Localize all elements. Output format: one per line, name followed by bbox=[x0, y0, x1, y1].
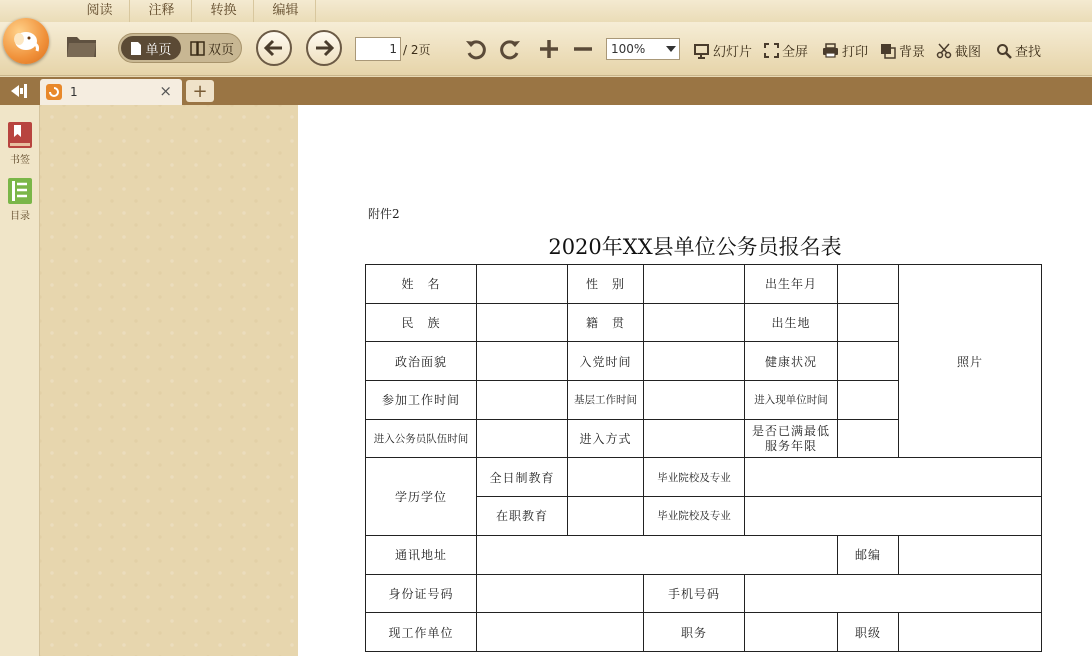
rotate-left-button[interactable] bbox=[464, 37, 488, 61]
table-row bbox=[366, 574, 1042, 613]
value-ethnic bbox=[477, 303, 568, 342]
plus-icon bbox=[538, 38, 560, 60]
label-name: 姓 名 bbox=[366, 265, 477, 304]
label-education: 学历学位 bbox=[366, 458, 477, 535]
label-address: 通讯地址 bbox=[366, 535, 477, 574]
label-gender: 性 别 bbox=[568, 265, 644, 304]
registration-form-table bbox=[365, 264, 1042, 652]
single-page-label: 单页 bbox=[145, 42, 172, 58]
label-mobile: 手机号码 bbox=[644, 574, 745, 613]
projector-icon bbox=[694, 43, 710, 59]
prev-page-button[interactable] bbox=[256, 30, 292, 66]
label-native: 籍 贯 bbox=[568, 303, 644, 342]
label-post: 职务 bbox=[644, 613, 745, 652]
rotate-right-button[interactable] bbox=[498, 37, 522, 61]
menu-bar bbox=[0, 0, 1092, 22]
attachment-label: 附件2 bbox=[368, 207, 400, 221]
bookmark-icon bbox=[7, 121, 33, 149]
single-page-button[interactable] bbox=[121, 36, 181, 60]
value-political bbox=[477, 342, 568, 381]
value-postcode bbox=[899, 535, 1042, 574]
zoom-select[interactable] bbox=[606, 38, 680, 60]
label-rank: 职级 bbox=[838, 613, 899, 652]
value-health bbox=[838, 342, 899, 381]
chevron-down-icon bbox=[666, 46, 676, 52]
find-label: 查找 bbox=[1015, 45, 1042, 60]
fullscreen-icon bbox=[764, 43, 779, 58]
value-id-number bbox=[477, 574, 644, 613]
value-civil-date bbox=[477, 419, 568, 458]
background-icon bbox=[880, 43, 896, 59]
arrow-left-icon bbox=[263, 37, 285, 59]
label-inservice: 在职教育 bbox=[477, 497, 568, 536]
photo-cell: 照片 bbox=[899, 265, 1042, 458]
fullscreen-label: 全屏 bbox=[782, 45, 809, 60]
value-mobile bbox=[745, 574, 1042, 613]
label-work-start: 参加工作时间 bbox=[366, 381, 477, 420]
value-current-unit bbox=[477, 613, 644, 652]
collapse-sidebar-button[interactable] bbox=[0, 77, 38, 105]
label-grassroots: 基层工作时间 bbox=[568, 381, 644, 420]
folder-icon bbox=[66, 33, 98, 59]
label-school-inservice: 毕业院校及专业 bbox=[644, 497, 745, 536]
search-icon bbox=[996, 43, 1012, 59]
toc-panel-button[interactable] bbox=[0, 177, 40, 222]
page-icon bbox=[130, 41, 142, 56]
value-entry-method bbox=[644, 419, 745, 458]
value-address bbox=[477, 535, 838, 574]
double-page-button[interactable] bbox=[183, 36, 241, 60]
page-total-label: / 2页 bbox=[403, 43, 431, 57]
app-logo[interactable] bbox=[3, 18, 49, 64]
label-party-date: 入党时间 bbox=[568, 342, 644, 381]
minus-icon bbox=[572, 38, 594, 60]
find-button[interactable] bbox=[996, 41, 1041, 60]
label-postcode: 邮编 bbox=[838, 535, 899, 574]
form-title: 2020年XX县单位公务员报名表 bbox=[548, 235, 842, 259]
label-birth: 出生年月 bbox=[745, 265, 838, 304]
menu-tab-annotate[interactable]: 注释 bbox=[132, 0, 192, 22]
value-post bbox=[745, 613, 838, 652]
close-tab-icon[interactable]: × bbox=[159, 82, 172, 100]
printer-icon bbox=[822, 43, 839, 58]
value-school-fulltime bbox=[745, 458, 1042, 497]
view-mode-toggle bbox=[118, 33, 242, 63]
value-fulltime bbox=[568, 458, 644, 497]
table-row bbox=[366, 535, 1042, 574]
double-page-label: 双页 bbox=[207, 42, 234, 58]
label-unit-date: 进入现单位时间 bbox=[745, 381, 838, 420]
value-name bbox=[477, 265, 568, 304]
label-min-years: 是否已满最低服务年限 bbox=[745, 419, 838, 458]
value-grassroots bbox=[644, 381, 745, 420]
rotate-cw-icon bbox=[498, 37, 522, 61]
toolbar bbox=[0, 22, 1092, 76]
zoom-in-button[interactable] bbox=[538, 38, 560, 60]
value-school-inservice bbox=[745, 497, 1042, 536]
menu-tab-convert[interactable]: 转换 bbox=[194, 0, 254, 22]
table-row bbox=[366, 613, 1042, 652]
menu-tab-read[interactable]: 阅读 bbox=[70, 0, 130, 22]
document-page bbox=[298, 105, 1092, 656]
value-min-years bbox=[838, 419, 899, 458]
print-button[interactable] bbox=[822, 41, 868, 60]
label-health: 健康状况 bbox=[745, 342, 838, 381]
elephant-icon bbox=[11, 28, 41, 54]
add-tab-button[interactable]: + bbox=[186, 80, 214, 102]
rotate-ccw-icon bbox=[464, 37, 488, 61]
background-label: 背景 bbox=[899, 45, 926, 60]
table-row bbox=[366, 458, 1042, 497]
toc-label: 目录 bbox=[10, 211, 30, 222]
value-native bbox=[644, 303, 745, 342]
bookmark-panel-button[interactable] bbox=[0, 121, 40, 166]
label-entry-method: 进入方式 bbox=[568, 419, 644, 458]
value-party-date bbox=[644, 342, 745, 381]
book-icon bbox=[190, 41, 205, 56]
value-birthplace bbox=[838, 303, 899, 342]
bookmark-label: 书签 bbox=[10, 155, 30, 166]
value-gender bbox=[644, 265, 745, 304]
zoom-value: 100% bbox=[611, 42, 646, 56]
reader-background bbox=[40, 105, 298, 656]
background-button[interactable] bbox=[880, 41, 925, 60]
value-unit-date bbox=[838, 381, 899, 420]
arrow-left-bar-icon bbox=[10, 83, 28, 99]
document-icon bbox=[46, 84, 62, 100]
page-number-input[interactable]: 1 bbox=[355, 37, 401, 61]
zoom-out-button[interactable] bbox=[572, 38, 594, 60]
screenshot-button[interactable] bbox=[936, 41, 981, 60]
label-political: 政治面貌 bbox=[366, 342, 477, 381]
next-page-button[interactable] bbox=[306, 30, 342, 66]
value-inservice bbox=[568, 497, 644, 536]
fullscreen-button[interactable] bbox=[764, 41, 808, 60]
left-sidebar bbox=[0, 105, 40, 656]
label-school-fulltime: 毕业院校及专业 bbox=[644, 458, 745, 497]
value-work-start bbox=[477, 381, 568, 420]
list-icon bbox=[7, 177, 33, 205]
label-ethnic: 民 族 bbox=[366, 303, 477, 342]
scissors-icon bbox=[936, 43, 952, 59]
screenshot-label: 截图 bbox=[955, 45, 982, 60]
slideshow-button[interactable] bbox=[694, 41, 752, 60]
document-tab-label: 1 bbox=[70, 85, 78, 99]
open-folder-button[interactable] bbox=[66, 33, 98, 59]
table-row bbox=[366, 265, 1042, 304]
label-current-unit: 现工作单位 bbox=[366, 613, 477, 652]
menu-tab-edit[interactable]: 编辑 bbox=[256, 0, 316, 22]
tab-bar bbox=[0, 77, 1092, 105]
label-fulltime: 全日制教育 bbox=[477, 458, 568, 497]
value-rank bbox=[899, 613, 1042, 652]
slideshow-label: 幻灯片 bbox=[713, 45, 753, 60]
label-civil-date: 进入公务员队伍时间 bbox=[366, 419, 477, 458]
label-id-number: 身份证号码 bbox=[366, 574, 477, 613]
arrow-right-icon bbox=[313, 37, 335, 59]
document-tab[interactable] bbox=[40, 79, 182, 105]
value-birth bbox=[838, 265, 899, 304]
label-birthplace: 出生地 bbox=[745, 303, 838, 342]
print-label: 打印 bbox=[842, 45, 869, 60]
